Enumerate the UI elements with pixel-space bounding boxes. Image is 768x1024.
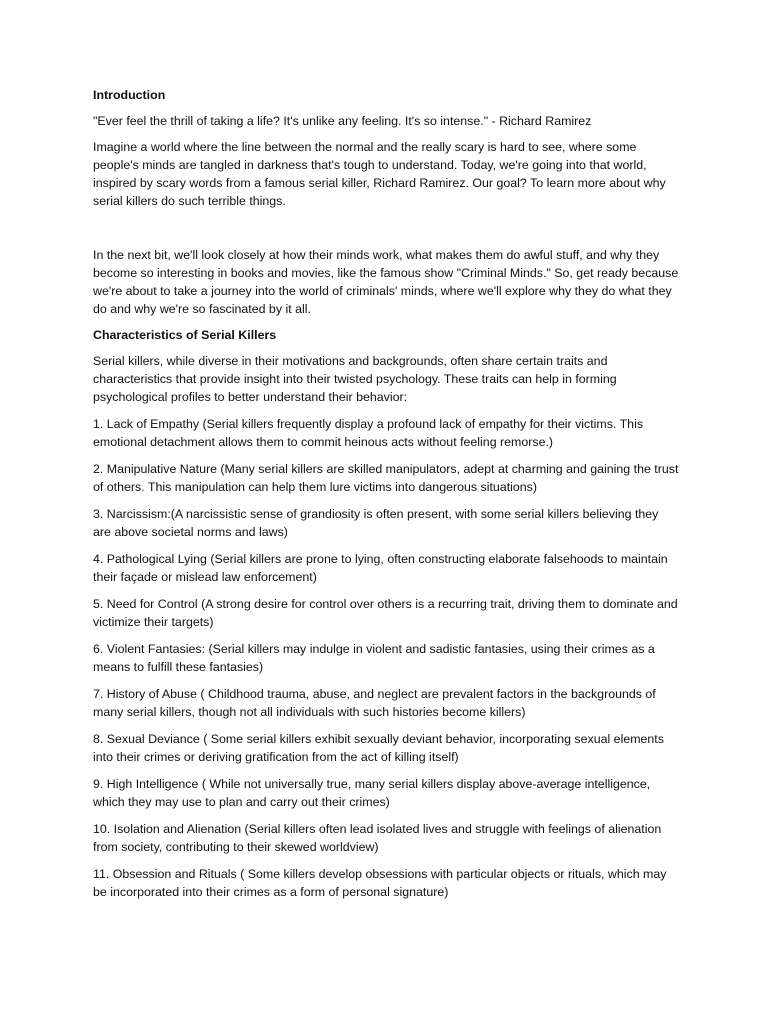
list-item: 6. Violent Fantasies: (Serial killers may indulge in violent and sadistic fantasies, using their crimes as a means to fulfill these fantasies) (93, 642, 655, 674)
list-item: 3. Narcissism:(A narcissistic sense of grandiosity is often present, with some serial killers believing they are above societal norms and laws) (93, 507, 659, 539)
list-item: 5. Need for Control (A strong desire for control over others is a recurring trait, driving them to dominate and victimize their targets) (93, 597, 678, 629)
list-item: 7. History of Abuse ( Childhood trauma, abuse, and neglect are prevalent factors in the backgrounds of many serial killers, though not all individuals with such histories become killers) (93, 687, 656, 719)
intro-paragraph-1: Imagine a world where the line between the normal and the really scary is hard to see, where some people's minds are tangled in darkness that's tough to understand. Today, we're going into that world, inspired by scary words from a famous serial killer, Richard Ramirez. Our goal? To learn more about why serial killers do such terrible things. (93, 140, 666, 208)
opening-quote: "Ever feel the thrill of taking a life? It's unlike any feeling. It's so intense." - Richard Ramirez (93, 114, 592, 128)
list-item: 11. Obsession and Rituals ( Some killers develop obsessions with particular objects or rituals, which may be incorporated into their crimes as a form of personal signature) (93, 867, 667, 899)
list-item: 9. High Intelligence ( While not universally true, many serial killers display above-average intelligence, which they may use to plan and carry out their crimes) (93, 777, 651, 809)
characteristics-intro: Serial killers, while diverse in their motivations and backgrounds, often share certain traits and characteristics that provide insight into their twisted psychology. These traits can help in forming psychological profiles to better understand their behavior: (93, 354, 617, 404)
list-item: 10. Isolation and Alienation (Serial killers often lead isolated lives and struggle with feelings of alienation from society, contributing to their skewed worldview) (93, 822, 662, 854)
characteristics-heading: Characteristics of Serial Killers (93, 328, 277, 342)
list-item: 4. Pathological Lying (Serial killers are prone to lying, often constructing elaborate falsehoods to maintain their façade or mislead law enforcement) (93, 552, 668, 584)
list-item: 2. Manipulative Nature (Many serial killers are skilled manipulators, adept at charming and gaining the trust of others. This manipulation can help them lure victims into dangerous situations) (93, 462, 679, 494)
list-item: 8. Sexual Deviance ( Some serial killers exhibit sexually deviant behavior, incorporating sexual elements into their crimes or deriving gratification from the act of killing itself) (93, 732, 664, 764)
list-item: 1. Lack of Empathy (Serial killers frequently display a profound lack of empathy for their victims. This emotional detachment allows them to commit heinous acts without feeling remorse.) (93, 417, 644, 449)
intro-paragraph-2: In the next bit, we'll look closely at how their minds work, what makes them do awful stuff, and why they become so interesting in books and movies, like the famous show "Criminal Minds." So, get ready because we're about to take a journey into the world of criminals' minds, where we'll explore why they do what they do and why we're so fascinated by it all. (93, 248, 679, 316)
document-body (93, 86, 679, 901)
intro-heading: Introduction (93, 88, 166, 102)
